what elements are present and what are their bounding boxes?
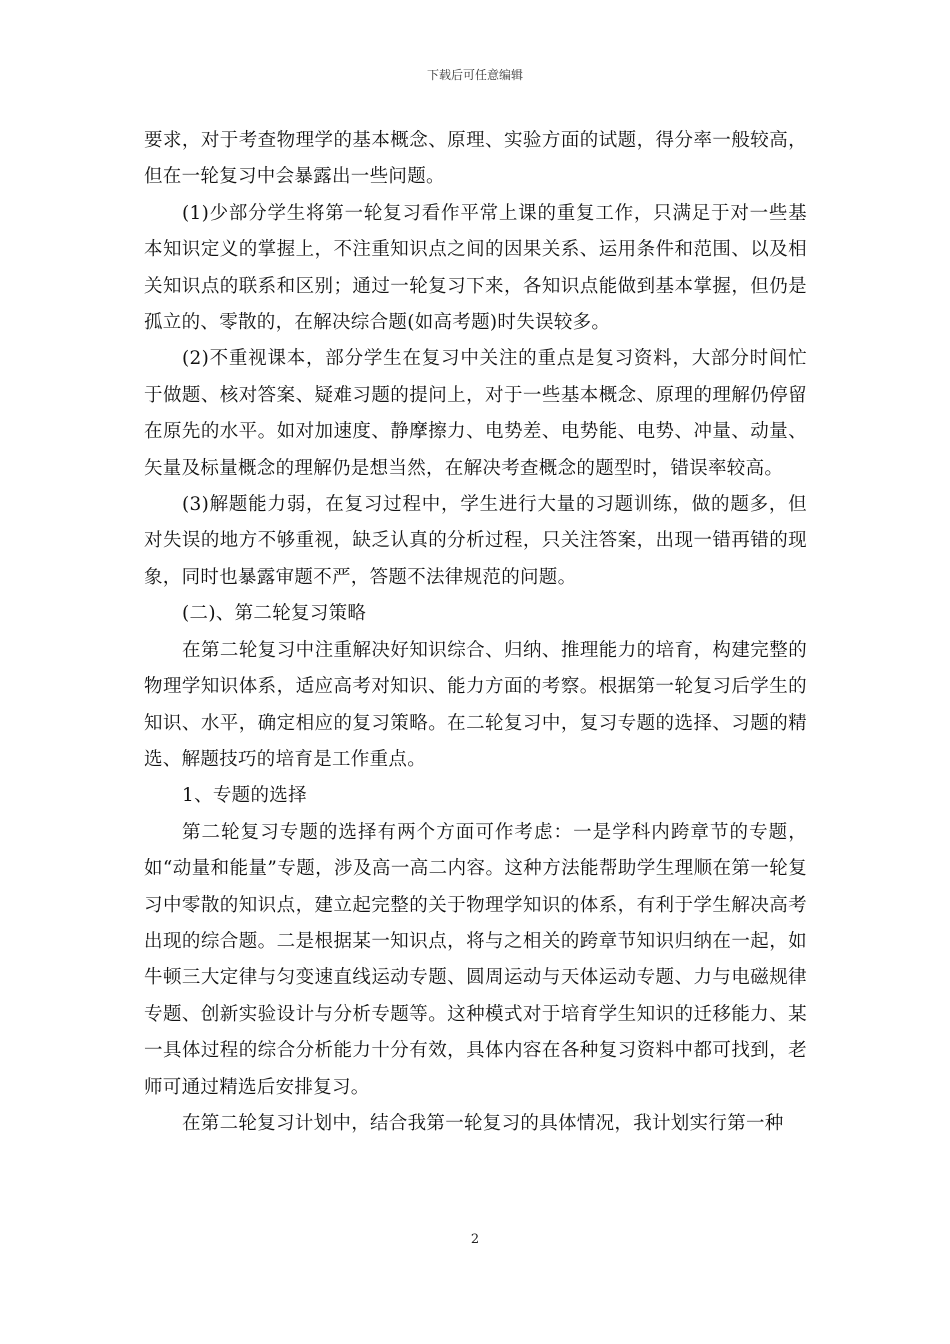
page-header: 下载后可任意编辑 — [426, 68, 523, 82]
section-heading-second-round: (二)、第二轮复习策略 — [182, 603, 367, 625]
paragraph-topic-selection: 第二轮复习专题的选择有两个方面可作考虑：一是学科内跨章节的专题，如“动量和能量”专题，涉及高一高二内容。这种方法能帮助学生理顺在第一轮复习中零散的知识点，建立起完整的关于物理学知识的体系，有利于学生解决高考出现的综合题。二是根据某一知识点，将与之相关的跨章节知识归纳在一起，如牛顿三大定律与匀变速直线运动专题、圆周运动与天体运动专题、力与电磁规律专题、创新实验设计与分析专题等。这种模式对于培育学生知识的迁移能力、某一具体过程的综合分析能力十分有效，具体内容在各种复习资料中都可找到，老师可通过精选后安排复习。 — [144, 821, 807, 1098]
paragraph-issue-2: (2)不重视课本，部分学生在复习中关注的重点是复习资料，大部分时间忙于做题、核对答案、疑难习题的提问上，对于一些基本概念、原理的理解仍停留在原先的水平。如对加速度、静摩擦力、电势差、电势能、电势、冲量、动量、矢量及标量概念的理解仍是想当然，在解决考查概念的题型时，错误率较高。 — [144, 348, 807, 479]
document-body — [144, 123, 807, 1142]
paragraph-continuation: 要求，对于考查物理学的基本概念、原理、实验方面的试题，得分率一般较高，但在一轮复习中会暴露出一些问题。 — [144, 130, 807, 188]
paragraph-plan: 在第二轮复习计划中，结合我第一轮复习的具体情况，我计划实行第一种 — [182, 1112, 784, 1134]
paragraph-issue-3: (3)解题能力弱，在复习过程中，学生进行大量的习题训练，做的题多，但对失误的地方不够重视，缺乏认真的分析过程，只关注答案，出现一错再错的现象，同时也暴露审题不严，答题不法律规范的问题。 — [144, 494, 807, 588]
page-number: 2 — [470, 1232, 480, 1247]
paragraph-strategy: 在第二轮复习中注重解决好知识综合、归纳、推理能力的培育，构建完整的物理学知识体系，适应高考对知识、能力方面的考察。根据第一轮复习后学生的知识、水平，确定相应的复习策略。在二轮复习中，复习专题的选择、习题的精选、解题技巧的培育是工作重点。 — [144, 639, 807, 770]
paragraph-issue-1: (1)少部分学生将第一轮复习看作平常上课的重复工作，只满足于对一些基本知识定义的掌握上，不注重知识点之间的因果关系、运用条件和范围、以及相关知识点的联系和区别；通过一轮复习下来，各知识点能做到基本掌握，但仍是孤立的、零散的，在解决综合题(如高考题)时失误较多。 — [144, 202, 807, 334]
subheading-topic-selection: 1、专题的选择 — [182, 785, 307, 807]
